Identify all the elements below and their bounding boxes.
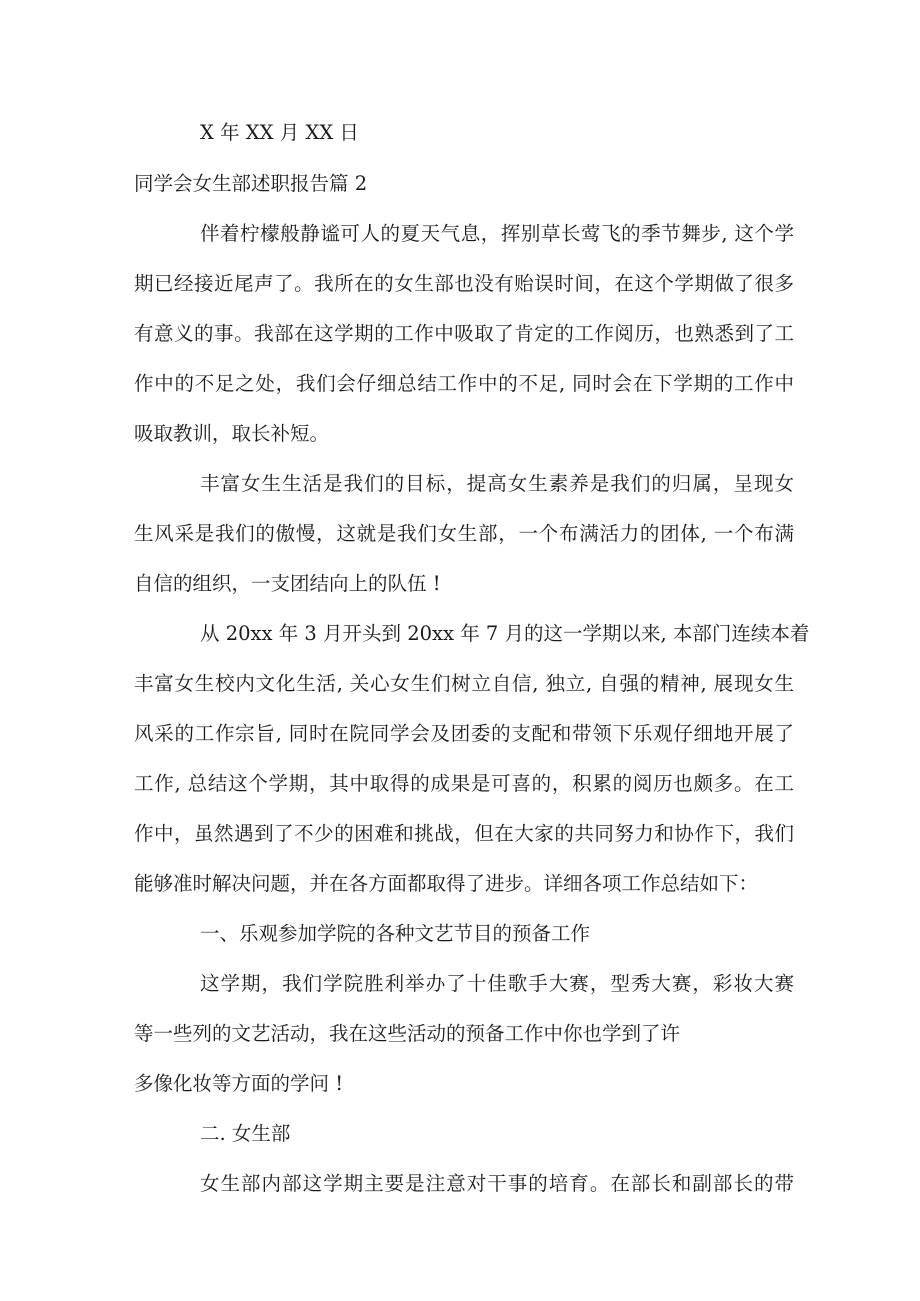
section-heading-1: 一、乐观参加学院的各种文艺节目的预备工作 — [200, 922, 591, 945]
paragraph-2-line: 丰富女生生活是我们的目标，提高女生素养是我们的归属，呈现女 — [200, 472, 794, 495]
section-title: 同学会女生部述职报告篇 2 — [134, 172, 368, 195]
paragraph-2-line: 生风采是我们的傲慢，这就是我们女生部，一个布满活力的团体, 一个布满 — [134, 522, 794, 545]
section-heading-2: 二. 女生部 — [200, 1122, 291, 1145]
paragraph-1-line: 有意义的事。我部在这学期的工作中吸取了肯定的工作阅历，也熟悉到了工 — [134, 322, 794, 345]
paragraph-3-line: 作中，虽然遇到了不少的困难和挑战，但在大家的共同努力和协作下，我们 — [134, 822, 794, 845]
paragraph-1-line: 吸取教训，取长补短。 — [134, 422, 330, 445]
paragraph-3-line: 工作, 总结这个学期，其中取得的成果是可喜的，积累的阅历也颇多。在工 — [134, 772, 794, 795]
paragraph-3-line: 丰富女生校内文化生活, 关心女生们树立自信, 独立, 自强的精神, 展现女生 — [134, 672, 794, 695]
paragraph-3-line: 从 20xx 年 3 月开头到 20xx 年 7 月的这一学期以来, 本部门连续本着 — [200, 622, 810, 645]
paragraph-3-line: 风采的工作宗旨, 同时在院同学会及团委的支配和带领下乐观仔细地开展了 — [134, 722, 794, 745]
paragraph-1-line: 期已经接近尾声了。我所在的女生部也没有贻误时间，在这个学期做了很多 — [134, 272, 794, 295]
paragraph-1-line: 作中的不足之处，我们会仔细总结工作中的不足, 同时会在下学期的工作中 — [134, 372, 794, 395]
paragraph-1-line: 伴着柠檬般静谧可人的夏天气息，挥别草长莺飞的季节舞步, 这个学 — [200, 222, 794, 245]
paragraph-3-line: 能够准时解决问题，并在各方面都取得了进步。详细各项工作总结如下： — [134, 872, 759, 895]
date-line: X 年 XX 月 XX 日 — [200, 121, 359, 144]
paragraph-4-line: 这学期，我们学院胜利举办了十佳歌手大赛，型秀大赛，彩妆大赛 — [200, 972, 794, 995]
paragraph-2-line: 自信的组织，一支团结向上的队伍 ! — [134, 572, 441, 595]
paragraph-5-line: 女生部内部这学期主要是注意对干事的培育。在部长和副部长的带 — [200, 1172, 794, 1195]
paragraph-4-line: 等一些列的文艺活动，我在这些活动的预备工作中你也学到了许 — [134, 1022, 681, 1045]
paragraph-4-line: 多像化妆等方面的学问 ! — [134, 1072, 344, 1095]
